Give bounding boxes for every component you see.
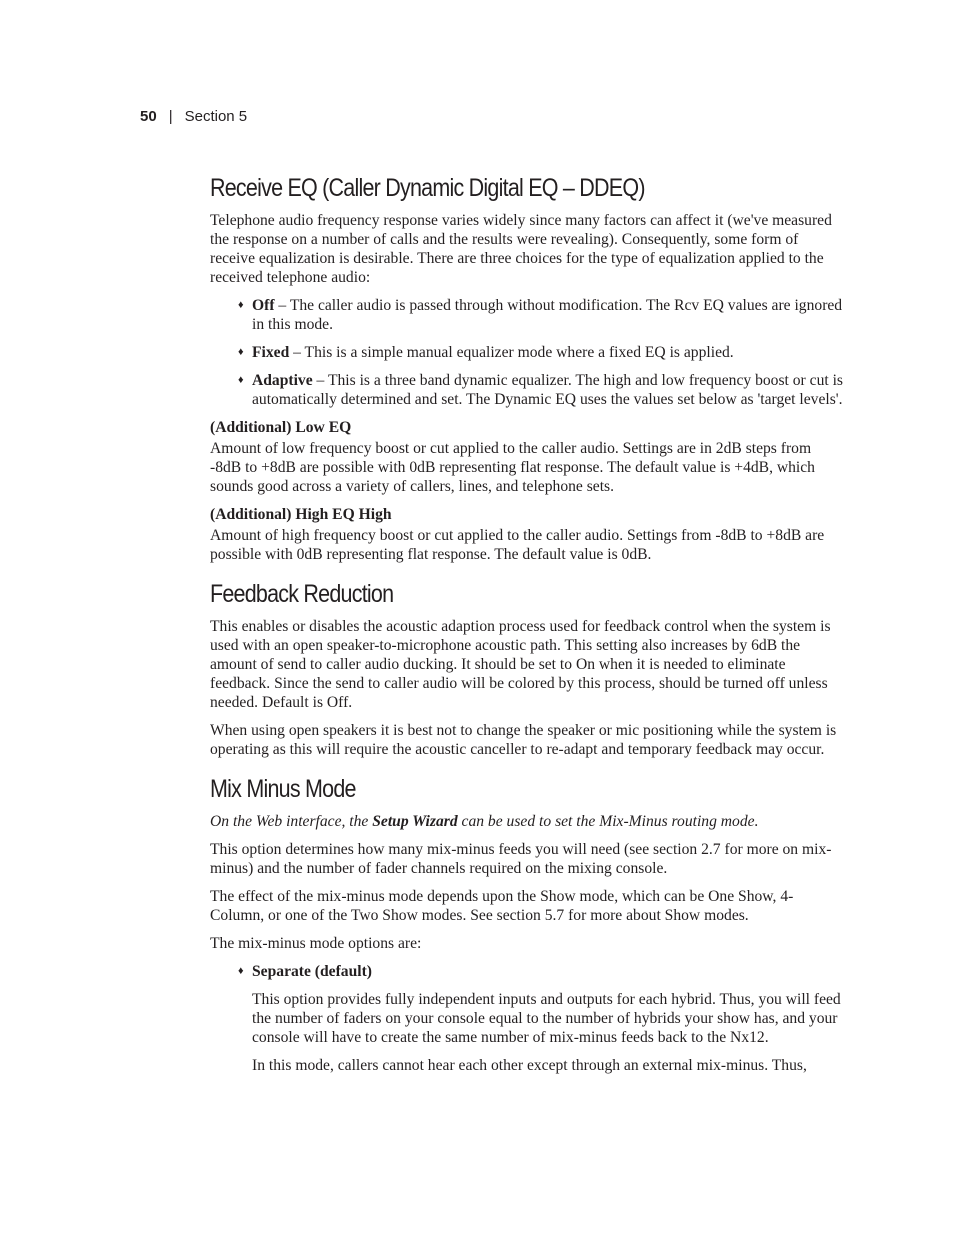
list-item: [238, 296, 844, 334]
feedback-reduction-heading: Feedback Reduction: [210, 580, 394, 608]
note-text-before: On the Web interface, the: [210, 813, 373, 830]
section-label: Section 5: [184, 108, 248, 125]
diamond-bullet-icon: ♦: [238, 299, 244, 311]
low-eq-heading: (Additional) Low EQ: [210, 419, 352, 436]
bullet-text: – This is a three band dynamic equalizer. The high and low frequency boost or cut is automatically determined and set. The Dynamic EQ uses the values set below as 'target levels'.: [252, 372, 843, 408]
eq-type-list: [210, 296, 844, 409]
note-text-after: can be used to set the Mix-Minus routing mode.: [457, 813, 759, 830]
setup-wizard-term: Setup Wizard: [372, 813, 458, 830]
bullet-term: Fixed: [252, 344, 290, 361]
page-number: 50: [140, 108, 157, 125]
option-term: Separate (default): [252, 963, 372, 980]
bullet-term: Off: [252, 297, 275, 314]
setup-wizard-note: [210, 812, 844, 831]
mix-minus-options-list: [210, 962, 844, 981]
bullet-text: – This is a simple manual equalizer mode where a fixed EQ is applied.: [289, 344, 734, 361]
diamond-bullet-icon: ♦: [238, 374, 244, 386]
mix-minus-para-3: The mix-minus mode options are:: [210, 935, 422, 952]
separate-option-para-1: This option provides fully independent inputs and outputs for each hybrid. Thus, you will feed the number of faders on your console equal to the number of hybrids your show has, and your console will have to create the same number of mix-minus feeds back to the Nx12.: [252, 991, 841, 1046]
high-eq-heading: (Additional) High EQ High: [210, 506, 392, 523]
bullet-term: Adaptive: [252, 372, 313, 389]
high-eq-text: Amount of high frequency boost or cut applied to the caller audio. Settings from -8dB to +8dB are possible with 0dB representing flat response. The default value is 0dB.: [210, 527, 825, 563]
diamond-bullet-icon: ♦: [238, 965, 244, 977]
separate-option-para-2: In this mode, callers cannot hear each other except through an external mix-minus. Thus,: [252, 1057, 807, 1074]
page-header: [140, 108, 247, 125]
receive-eq-heading: Receive EQ (Caller Dynamic Digital EQ – DDEQ): [210, 174, 645, 202]
feedback-para-2: When using open speakers it is best not to change the speaker or mic positioning while the system is operating as this will require the acoustic canceller to re-adapt and temporary feedback may occur.: [210, 722, 837, 758]
list-item: [238, 343, 844, 362]
list-item: [238, 962, 844, 981]
feedback-para-1: This enables or disables the acoustic adaption process used for feedback control when the system is used with an open speaker-to-microphone acoustic path. This setting also increases by 6dB the amount of send to caller audio ducking. It should be set to On when it is needed to eliminate feedback. Since the send to caller audio will be colored by this process, should be turned off unless needed. Default is Off.: [210, 618, 831, 711]
header-separator: |: [168, 108, 173, 125]
page-content: [210, 170, 844, 1084]
mix-minus-para-2: The effect of the mix-minus mode depends upon the Show mode, which can be One Show, 4-Column, or one of the Two Show modes. See section 5.7 for more about Show modes.: [210, 888, 794, 924]
low-eq-text: Amount of low frequency boost or cut applied to the caller audio. Settings are in 2dB steps from -8dB to +8dB are possible with 0dB representing flat response. The default value is +4dB, which sounds good across a variety of callers, lines, and telephone sets.: [210, 440, 815, 495]
bullet-text: – The caller audio is passed through without modification. The Rcv EQ values are ignored in this mode.: [252, 297, 843, 333]
mix-minus-heading: Mix Minus Mode: [210, 775, 356, 803]
list-item: [238, 371, 844, 409]
mix-minus-para-1: This option determines how many mix-minus feeds you will need (see section 2.7 for more on mix-minus) and the number of fader channels required on the mixing console.: [210, 841, 832, 877]
diamond-bullet-icon: ♦: [238, 346, 244, 358]
receive-eq-intro: Telephone audio frequency response varies widely since many factors can affect it (we've measured the response on a number of calls and the results were revealing). Consequently, some form of receive equalization is desirable. There are three choices for the type of equalization applied to the received telephone audio:: [210, 212, 832, 286]
